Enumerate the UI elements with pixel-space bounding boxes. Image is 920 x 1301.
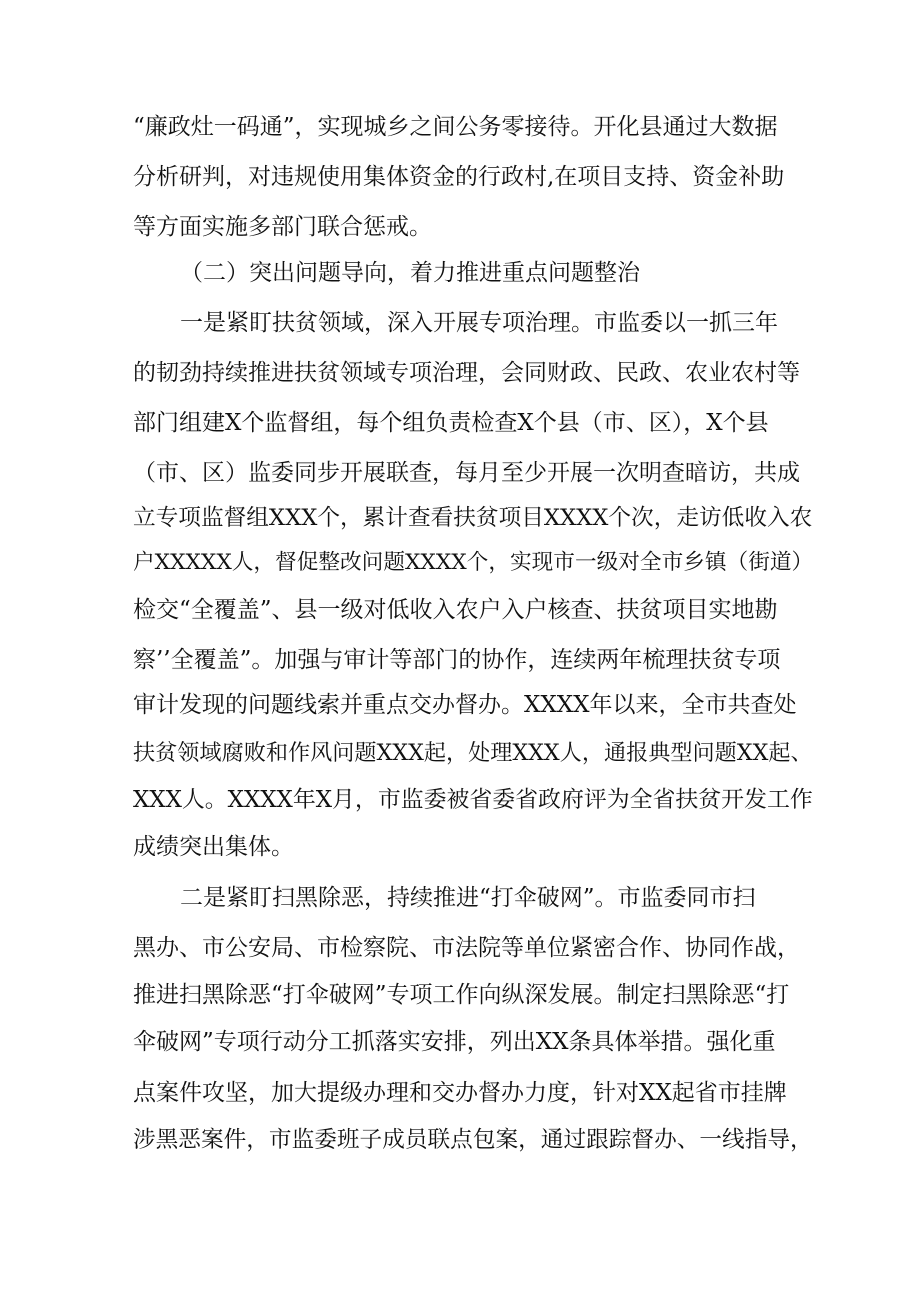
text-line-13: 审计发现的问题线索并重点交办督办。XXXX年以来，全市共查处 xyxy=(133,692,797,718)
text-line-7: 部门组建X个监督组，每个组负责检查X个县（市、区），X个县 xyxy=(133,410,769,436)
text-line-6: 的韧劲持续推进扶贫领域专项治理，会同财政、民政、农业农村等 xyxy=(133,360,800,386)
text-line-20: 伞破网”专项行动分工抓落实安排，列出XX条具体举措。强化重 xyxy=(133,1029,776,1055)
section-heading: （二）突出问题导向，着力推进重点问题整治 xyxy=(180,260,640,286)
text-line-10: 户XXXXX人，督促整改问题XXXX个，实现市一级对全市乡镇（街道） xyxy=(133,550,814,575)
text-line-19: 推进扫黑除恶“打伞破网”专项工作向纵深发展。制定扫黑除恶“打 xyxy=(133,982,790,1008)
text-line-11: 检交“全覆盖”、县一级对低收入农户入户核查、扶贫项目实地勘 xyxy=(133,597,778,623)
text-line-16: 成绩突出集体。 xyxy=(133,834,294,860)
text-line-22: 涉黑恶案件，市监委班子成员联点包案，通过跟踪督办、一线指导， xyxy=(133,1127,813,1153)
text-line-3: 等方面实施多部门联合惩戒。 xyxy=(133,214,432,240)
text-line-12: 察’’全覆盖”。加强与审计等部门的协作，连续两年梳理扶贫专项 xyxy=(133,647,781,673)
text-line-2: 分析研判，对违规使用集体资金的行政村,在项目支持、资金补助 xyxy=(133,164,785,190)
text-line-8: （市、区）监委同步开展联查，每月至少开展一次明查暗访，共成 xyxy=(133,460,800,486)
text-line-21: 点案件攻坚，加大提级办理和交办督办力度，针对XX起省市挂牌 xyxy=(133,1080,787,1106)
text-line-1: “廉政灶一码通”，实现城乡之间公务零接待。开化县通过大数据 xyxy=(133,114,778,140)
text-line-18: 黑办、市公安局、市检察院、市法院等单位紧密合作、协同作战， xyxy=(133,935,800,961)
text-line-5: 一是紧盯扶贫领域，深入开展专项治理。市监委以一抓三年 xyxy=(180,310,778,336)
text-line-17: 二是紧盯扫黑除恶，持续推进“打伞破网”。市监委同市扫 xyxy=(180,885,756,911)
text-line-15: XXX人。XXXX年X月，市监委被省委省政府评为全省扶贫开发工作 xyxy=(133,787,813,813)
text-line-9: 立专项监督组XXX个，累计查看扶贫项目XXXX个次，走访低收入农 xyxy=(133,505,813,531)
text-line-14: 扶贫领域腐败和作风问题XXX起，处理XXX人，通报典型问题XX起、 xyxy=(133,740,813,766)
